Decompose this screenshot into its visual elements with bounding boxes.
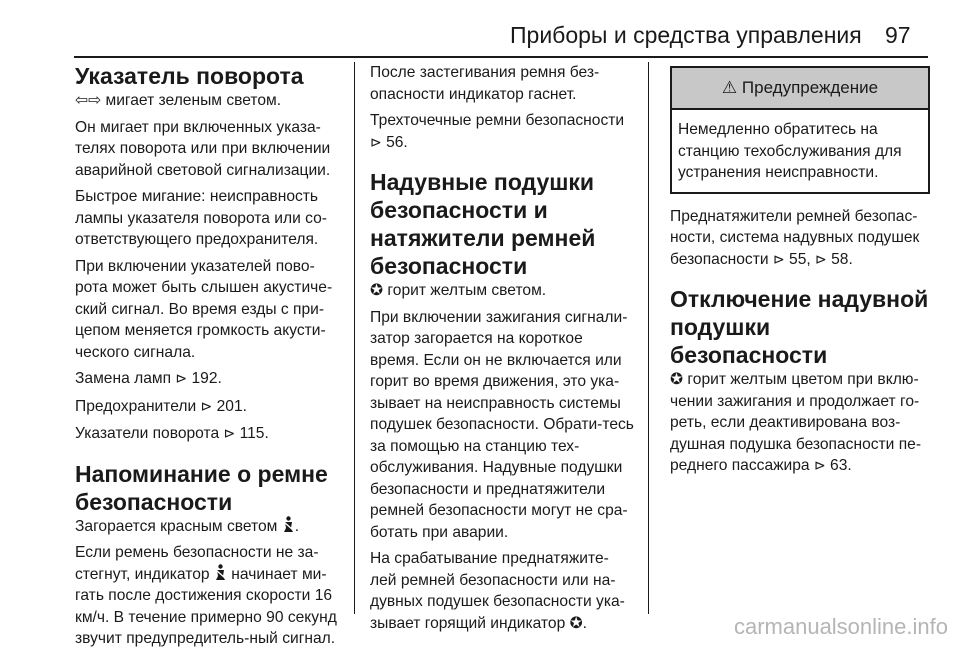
- airbag-off-icon: ✪: [670, 370, 684, 388]
- footer-watermark: [0, 612, 960, 642]
- column-2: [370, 62, 635, 639]
- page-ref-icon: ⊳: [815, 251, 827, 268]
- warning-box: [670, 66, 930, 194]
- page-ref-icon: ⊳: [200, 398, 213, 415]
- cross-reference: Трехточечные ремни безопасности ⊳ 56.: [370, 112, 625, 151]
- cross-reference: Преднатяжители ремней безопас-ности, система надувных подушек безопасности ⊳ 55, ⊳ 58.: [670, 207, 920, 268]
- heading-airbag-deactivation: Отключение надувной подушки безопасности: [670, 286, 929, 368]
- page-number: 97: [885, 22, 911, 48]
- page-ref-icon: ⊳: [370, 134, 382, 151]
- warning-header: ⚠ Предупреждение: [672, 68, 928, 110]
- watermark-text: carmanualsonline.info: [733, 614, 948, 639]
- paragraph: Загорается красным светом .: [75, 517, 300, 535]
- heading-turn-signal: Указатель поворота: [75, 63, 304, 89]
- column-divider: [648, 62, 649, 614]
- cross-reference: Предохранители ⊳ 201.: [75, 397, 247, 415]
- paragraph: После застегивания ремня без-опасности индикатор гаснет.: [370, 64, 600, 103]
- paragraph: ⇦⇨ мигает зеленым светом.: [75, 91, 282, 109]
- paragraph: ✪ горит желтым светом.: [370, 281, 547, 299]
- paragraph: Быстрое мигание: неисправность лампы указателя поворота или со-ответствующего предохранителя.: [75, 188, 327, 248]
- column-1: [75, 62, 343, 655]
- seatbelt-icon: [214, 564, 227, 581]
- page-ref-icon: ⊳: [813, 458, 826, 474]
- cross-reference: Замена ламп ⊳ 192.: [75, 370, 222, 387]
- heading-seatbelt-reminder: Напоминание о ремне безопасности: [75, 460, 328, 515]
- column-3: [670, 62, 930, 483]
- paragraph: При включении зажигания сигнали-затор загорается на короткое время. Если он не включается или горит во время движения, это ука-зывает на неисправность системы подушек безопасности. Обрати-тесь за помощью на станцию тех-обслуживания. Надувные подушки безопасности и преднатяжители ремней безопасности могут не сра-ботать при аварии.: [370, 308, 634, 541]
- column-divider: [354, 62, 355, 614]
- paragraph: Он мигает при включенных указа-телях поворота или при включении аварийной световой сигнализации.: [75, 118, 331, 179]
- seatbelt-icon: [282, 516, 295, 533]
- cross-reference: Указатели поворота ⊳ 115.: [75, 425, 269, 442]
- paragraph: Если ремень безопасности не за-стегнут, индикатор начинает ми-гать после достижения скорости 16 км/ч. В течение примерно 90 секунд звучит предупредитель-ный сигнал.: [75, 544, 337, 647]
- heading-airbags: Надувные подушки безопасности и натяжители ремней безопасности: [370, 169, 596, 279]
- paragraph: ✪ горит желтым цветом при вклю-чении зажигания и продолжает го-реть, если деактивирована воз-душная подушка безопасности пе-реднего пассажира ⊳ 63.: [670, 370, 922, 474]
- warning-icon: ⚠: [721, 78, 738, 98]
- airbag-icon: ✪: [370, 281, 384, 299]
- turn-signal-icon: ⇦⇨: [75, 91, 102, 109]
- page-header: [0, 0, 960, 58]
- warning-text: Немедленно обратитесь на станцию техобслуживания для устранения неисправности.: [678, 121, 902, 181]
- paragraph: При включении указателей пово-рота может быть слышен акустиче-ский сигнал. Во время езды с при-цепом меняется громкость акусти-ческого сигнала.: [75, 257, 333, 361]
- page-ref-icon: ⊳: [223, 426, 236, 442]
- airbag-icon: ✪: [569, 613, 583, 632]
- page-title: Приборы и средства управления: [510, 22, 862, 48]
- paragraph: На срабатывание преднатяжите-лей ремней безопасности или на-дувных подушек безопасности ука-зывает горящий индикатор ✪.: [370, 550, 625, 632]
- header-rule: [74, 56, 928, 58]
- page-ref-icon: ⊳: [175, 371, 188, 387]
- page-ref-icon: ⊳: [772, 251, 785, 268]
